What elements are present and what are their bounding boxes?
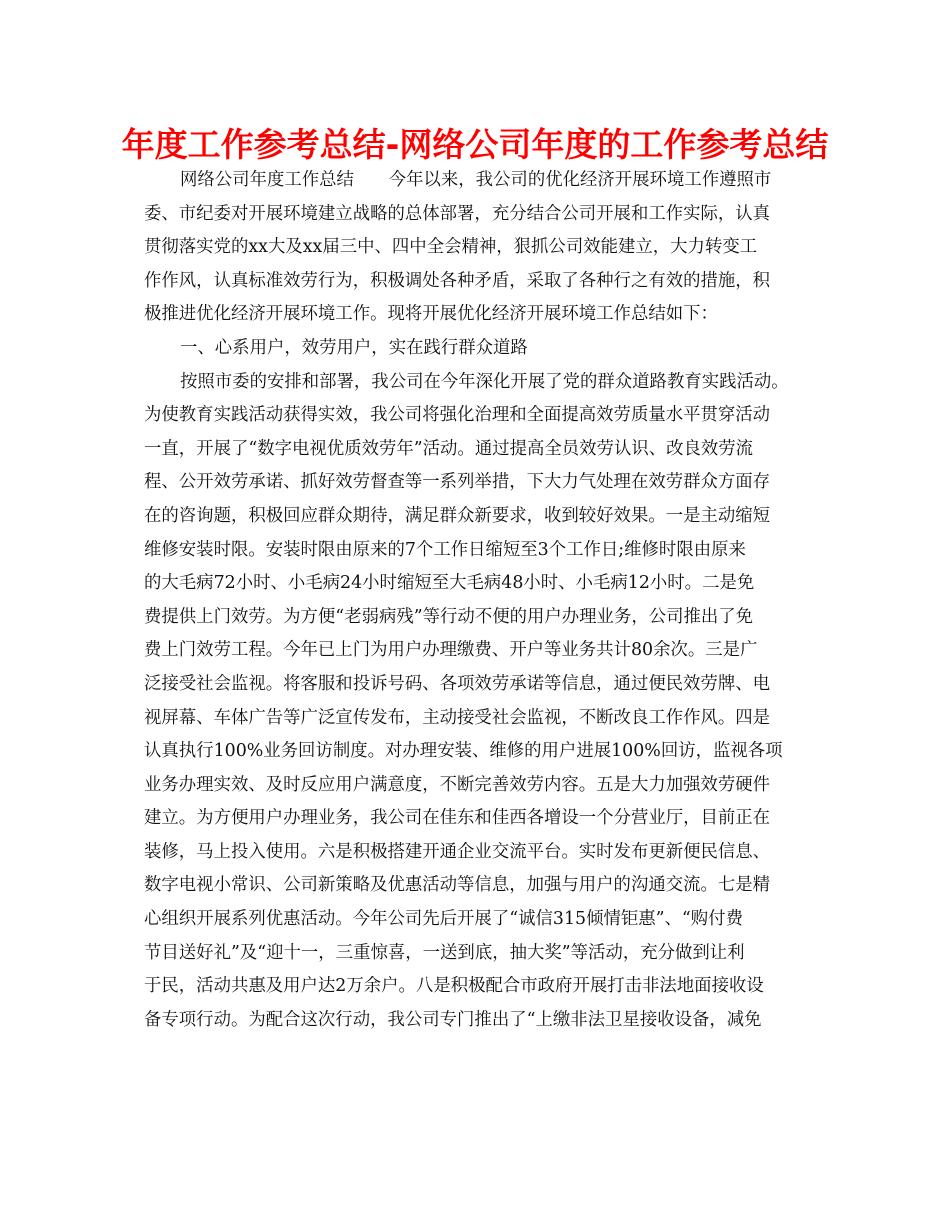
paragraph-line: 为使教育实践活动获得实效，我公司将强化治理和全面提高效劳质量水平贯穿活动 [144, 405, 771, 426]
paragraph-line: 于民，活动共惠及用户达2万余户。八是积极配合市政府开展打击非法地面接收设 [144, 976, 764, 997]
paragraph-line: 业务办理实效、及时反应用户满意度，不断完善效劳内容。五是大力加强效劳硬件 [144, 774, 771, 795]
paragraph-line: 按照市委的安排和部署，我公司在今年深化开展了党的群众道路教育实践活动。 [180, 371, 789, 392]
paragraph-line: 作作风，认真标准效劳行为，积极调处各种矛盾，采取了各种行之有效的措施，积 [144, 270, 771, 291]
paragraph-line: 网络公司年度工作总结 今年以来，我公司的优化经济开展环境工作遵照市 [180, 170, 772, 190]
section-heading: 一、心系用户，效劳用户，实在践行群众道路 [180, 337, 528, 358]
paragraph-line: 程、公开效劳承诺、抓好效劳督查等一系列举措，下大力气处理在效劳群众方面存 [144, 472, 771, 493]
document-body [144, 164, 824, 1037]
paragraph-line: 极推进优化经济开展环境工作。现将开展优化经济开展环境工作总结如下： [144, 304, 718, 325]
paragraph-line: 建立。为方便用户办理业务，我公司在佳东和佳西各增设一个分营业厅，目前正在 [144, 808, 771, 829]
paragraph-line: 心组织开展系列优惠活动。今年公司先后开展了“诚信315倾情钜惠”、“购付费 [144, 909, 743, 930]
paragraph-line: 维修安装时限。安装时限由原来的7个工作日缩短至3个工作日;维修时限由原来 [144, 539, 746, 560]
paragraph-line: 在的咨询题，积极回应群众期待，满足群众新要求，收到较好效果。一是主动缩短 [144, 505, 771, 526]
paragraph-line: 一直，开展了“数字电视优质效劳年”活动。通过提高全员效劳认识、改良效劳流 [144, 438, 754, 459]
paragraph-line: 装修，马上投入使用。六是积极搭建开通企业交流平台。实时发布更新便民信息、 [144, 841, 771, 862]
paragraph-line: 认真执行100%业务回访制度。对办理安装、维修的用户进展100%回访，监视各项 [144, 741, 783, 762]
paragraph-line: 视屏幕、车体广告等广泛宣传发布，主动接受社会监视，不断改良工作作风。四是 [144, 707, 771, 728]
paragraph-line: 贯彻落实党的xx大及xx届三中、四中全会精神，狠抓公司效能建立，大力转变工 [144, 237, 758, 258]
paragraph-line: 的大毛病72小时、小毛病24小时缩短至大毛病48小时、小毛病12小时。二是免 [144, 573, 755, 594]
paragraph-line: 节目送好礼”及“迎十一，三重惊喜，一送到底，抽大奖”等活动，充分做到让利 [144, 942, 745, 963]
paragraph-line: 委、市纪委对开展环境建立战略的总体部署，充分结合公司开展和工作实际，认真 [144, 203, 771, 224]
paragraph-line: 费提供上门效劳。为方便“老弱病残”等行动不便的用户办理业务，公司推出了免 [144, 606, 754, 627]
paragraph-line: 费上门效劳工程。今年已上门为用户办理缴费、开户等业务共计80余次。三是广 [144, 640, 758, 661]
paragraph-line: 泛接受社会监视。将客服和投诉号码、各项效劳承诺等信息，通过便民效劳牌、电 [144, 673, 771, 694]
paragraph-line: 数字电视小常识、公司新策略及优惠活动等信息，加强与用户的沟通交流。七是精 [144, 875, 771, 896]
paragraph-line: 备专项行动。为配合这次行动，我公司专门推出了“上缴非法卫星接收设备，减免 [144, 1009, 762, 1030]
document-title: 年度工作参考总结-网络公司年度的工作参考总结 [121, 125, 829, 164]
